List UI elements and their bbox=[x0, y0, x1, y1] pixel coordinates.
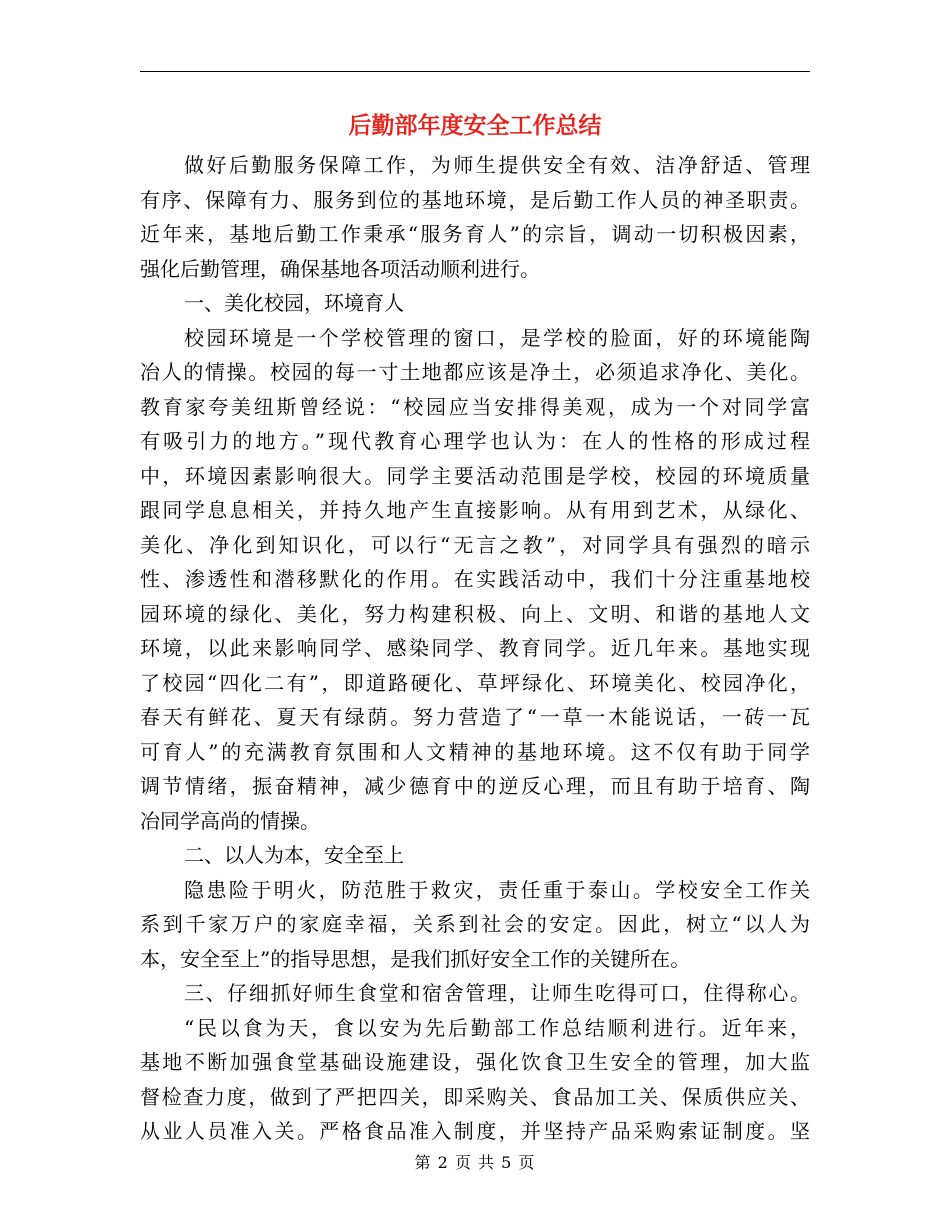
paragraph-line: 环境，以此来影响同学、感染同学、教育同学。近几年来。基地实现 bbox=[140, 636, 810, 660]
paragraph-line: 系到千家万户的家庭幸福，关系到社会的安定。因此，树立“以人为 bbox=[140, 912, 810, 936]
paragraph-line: 基地不断加强食堂基础设施建设，强化饮食卫生安全的管理，加大监 bbox=[140, 1050, 810, 1074]
paragraph-line: 近年来，基地后勤工作秉承“服务育人”的宗旨，调动一切积极因素， bbox=[140, 222, 810, 246]
section-heading: 一、美化校园，环境育人 bbox=[184, 291, 404, 315]
paragraph-line: 冶人的情操。校园的每一寸土地都应该是净土，必须追求净化、美化。 bbox=[140, 360, 810, 384]
paragraph-line: 强化后勤管理，确保基地各项活动顺利进行。 bbox=[140, 256, 540, 281]
paragraph-line: 校园环境是一个学校管理的窗口，是学校的脸面，好的环境能陶 bbox=[184, 325, 810, 350]
paragraph-line: 隐患险于明火，防范胜于救灾，责任重于泰山。学校安全工作关 bbox=[184, 877, 810, 902]
paragraph-line: 冶同学高尚的情操。 bbox=[140, 808, 320, 833]
paragraph-line: 可育人”的充满教育氛围和人文精神的基地环境。这不仅有助于同学 bbox=[140, 739, 810, 764]
paragraph-line: 了校园“四化二有”，即道路硬化、草坪绿化、环境美化、校园净化， bbox=[140, 670, 810, 695]
header-rule bbox=[140, 71, 810, 72]
paragraph-line: 有序、保障有力、服务到位的基地环境，是后勤工作人员的神圣职责。 bbox=[140, 187, 810, 212]
paragraph-line: 本，安全至上”的指导思想，是我们抓好安全工作的关键所在。 bbox=[140, 946, 691, 971]
paragraph-line: 跟同学息息相关，并持久地产生直接影响。从有用到艺术，从绿化、 bbox=[140, 498, 810, 522]
document-body bbox=[140, 148, 810, 1149]
paragraph-line: 春天有鲜花、夏天有绿荫。努力营造了“一草一木能说话，一砖一瓦 bbox=[140, 705, 810, 729]
paragraph-line: 教育家夸美纽斯曾经说：“校园应当安排得美观，成为一个对同学富 bbox=[140, 394, 810, 419]
paragraph-line: “民以食为天，食以安为先后勤部工作总结顺利进行。近年来， bbox=[184, 1015, 810, 1040]
section-heading: 三、仔细抓好师生食堂和宿舍管理，让师生吃得可口，住得称心。 bbox=[184, 981, 810, 1005]
document-title: 后勤部年度安全工作总结 bbox=[348, 112, 602, 139]
paragraph-line: 美化、净化到知识化，可以行“无言之教”，对同学具有强烈的暗示 bbox=[140, 532, 810, 557]
page-number-footer: 第 2 页 共 5 页 bbox=[414, 1153, 536, 1172]
section-heading: 二、以人为本，安全至上 bbox=[184, 843, 404, 867]
paragraph-line: 做好后勤服务保障工作，为师生提供安全有效、洁净舒适、管理 bbox=[184, 153, 810, 177]
paragraph-line: 从业人员准入关。严格食品准入制度，并坚持产品采购索证制度。坚 bbox=[140, 1119, 810, 1143]
paragraph-line: 督检查力度，做到了严把四关，即采购关、食品加工关、保质供应关、 bbox=[140, 1084, 810, 1109]
paragraph-line: 调节情绪，振奋精神，减少德育中的逆反心理，而且有助于培育、陶 bbox=[140, 774, 810, 798]
paragraph-line: 园环境的绿化、美化，努力构建积极、向上、文明、和谐的基地人文 bbox=[140, 601, 810, 626]
paragraph-line: 有吸引力的地方。”现代教育心理学也认为：在人的性格的形成过程 bbox=[140, 429, 810, 453]
paragraph-line: 中，环境因素影响很大。同学主要活动范围是学校，校园的环境质量 bbox=[140, 463, 810, 488]
paragraph-line: 性、渗透性和潜移默化的作用。在实践活动中，我们十分注重基地校 bbox=[140, 567, 810, 591]
